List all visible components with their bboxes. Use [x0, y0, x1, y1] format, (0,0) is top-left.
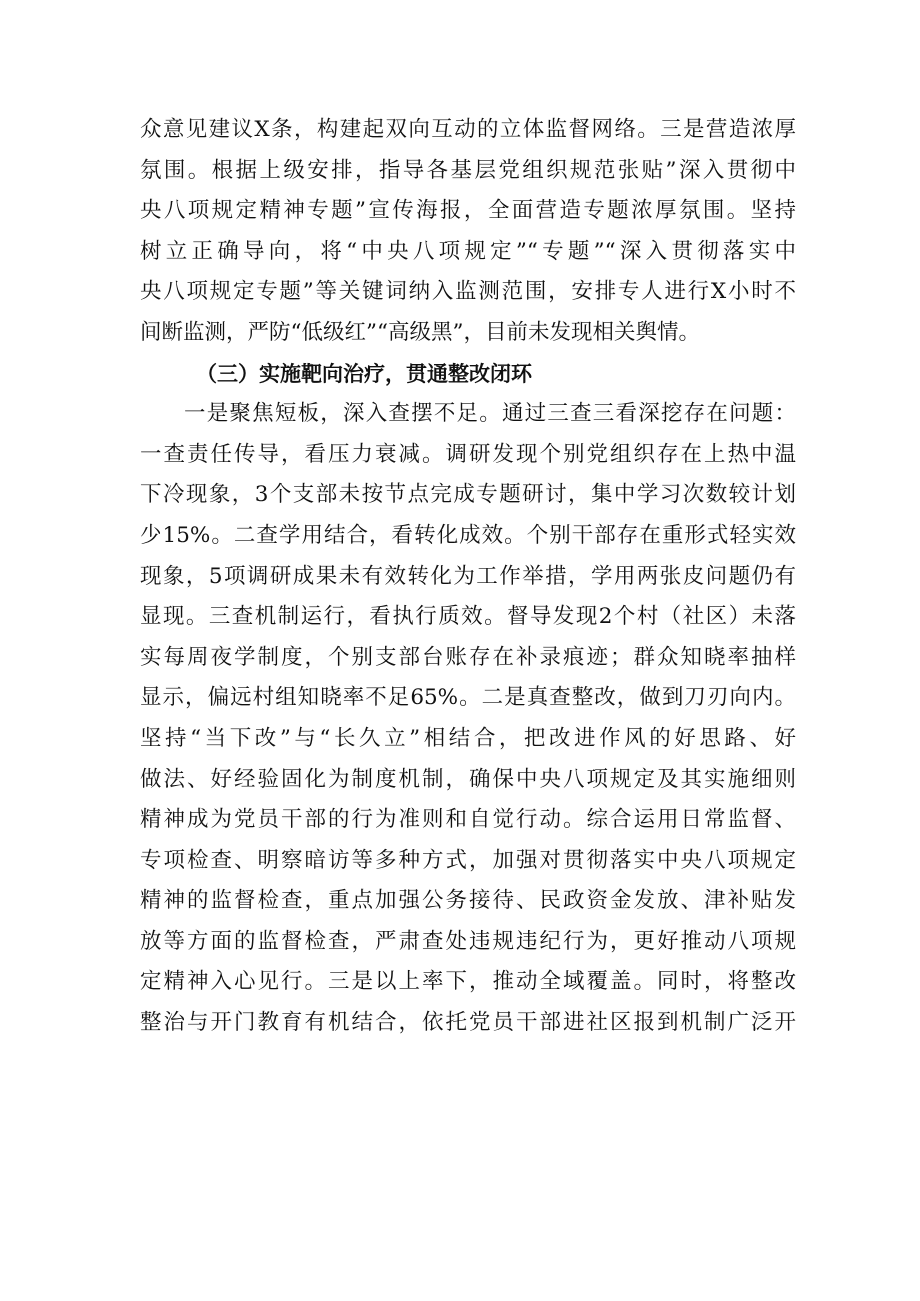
text-line: 一查责任传导，看压力衰减。调研发现个别党组织存在上热中温	[140, 441, 796, 467]
text-line: 整治与开门教育有机结合，依托党员干部进社区报到机制广泛开	[140, 1010, 796, 1036]
text-line: 实每周夜学制度，个别支部台账存在补录痕迹；群众知晓率抽样	[140, 644, 796, 670]
text-line: 下冷现象，3个支部未按节点完成专题研讨，集中学习次数较计划	[140, 482, 796, 508]
text-line: 现象，5项调研成果未有效转化为工作举措，学用两张皮问题仍有	[140, 563, 796, 589]
text-line: 央八项规定精神专题”宣传海报，全面营造专题浓厚氛围。坚持	[140, 198, 796, 224]
text-line: 少15%。二查学用结合，看转化成效。个别干部存在重形式轻实效	[140, 522, 796, 548]
text-line: 树立正确导向，将“中央八项规定”“专题”“深入贯彻落实中	[140, 238, 796, 264]
text-line: 一是聚焦短板，深入查摆不足。通过三查三看深挖存在问题：	[184, 401, 796, 427]
text-line: 定精神入心见行。三是以上率下，推动全域覆盖。同时，将整改	[140, 969, 796, 995]
text-line: 精神的监督检查，重点加强公务接待、民政资金发放、津补贴发	[140, 888, 796, 914]
section-heading: （三）实施靶向治疗，贯通整改闭环	[196, 361, 532, 386]
text-line: 央八项规定专题”等关键词纳入监测范围，安排专人进行X小时不	[140, 279, 796, 305]
text-line: 精神成为党员干部的行为准则和自觉行动。综合运用日常监督、	[140, 807, 796, 833]
text-line: 放等方面的监督检查，严肃查处违规违纪行为，更好推动八项规	[140, 928, 796, 954]
document-body	[140, 110, 800, 1044]
text-line: 众意见建议X条，构建起双向互动的立体监督网络。三是营造浓厚	[140, 117, 796, 142]
text-line: 坚持“当下改”与“长久立”相结合，把改进作风的好思路、好	[140, 725, 796, 751]
text-line: 间断监测，严防“低级红”“高级黑”，目前未发现相关舆情。	[140, 319, 700, 345]
text-line: 做法、好经验固化为制度机制，确保中央八项规定及其实施细则	[140, 766, 796, 792]
text-line: 专项检查、明察暗访等多种方式，加强对贯彻落实中央八项规定	[140, 847, 796, 873]
text-line: 显现。三查机制运行，看执行质效。督导发现2个村（社区）未落	[140, 604, 796, 630]
text-line: 显示，偏远村组知晓率不足65%。二是真查整改，做到刀刃向内。	[140, 685, 796, 711]
text-line: 氛围。根据上级安排，指导各基层党组织规范张贴”深入贯彻中	[140, 157, 796, 183]
